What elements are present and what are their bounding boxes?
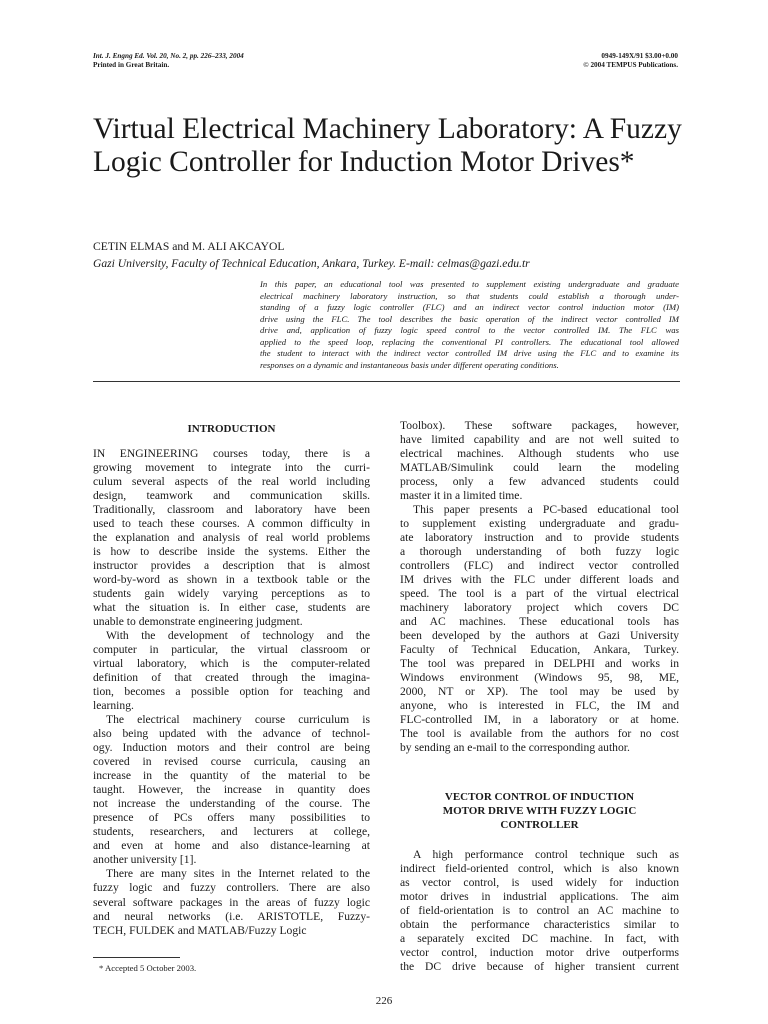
text-line: several software packages in the areas of fuzzy logic — [93, 895, 370, 909]
vector-control-heading-line: CONTROLLER — [500, 819, 579, 831]
copyright-line: © 2004 TEMPUS Publications. — [583, 61, 678, 70]
text-line: also being updated with the advance of technol- — [93, 727, 370, 741]
text-line: master it in a limited time. — [400, 489, 523, 503]
text-line: The tool is available from the authors for no cost — [400, 727, 679, 741]
abstract-line: electrical machinery laboratory instruction, so that students could establish a thorough under- — [260, 290, 679, 301]
text-line: 2000, NT or XP). The tool may be used by — [400, 685, 679, 699]
text-line: FLC-controlled IM, in a laboratory or at home. — [400, 713, 679, 727]
text-line: With the development of technology and the — [106, 629, 370, 643]
journal-ref-line-1: Int. J. Engng Ed. Vol. 20, No. 2, pp. 226–233, 2004 — [93, 52, 244, 60]
text-line: controllers (FLC) and indirect vector controlled — [400, 559, 679, 573]
text-line: This paper presents a PC-based educational tool — [413, 503, 679, 517]
paper-title: Virtual Electrical Machinery Laboratory: A Fuzzy Logic Controller for Induction Motor Drives* — [93, 113, 682, 178]
text-line: Traditionally, classroom and laboratory have been — [93, 503, 370, 517]
journal-copyright — [583, 52, 678, 70]
text-line: Toolbox). These software packages, however, — [400, 419, 679, 432]
footnote-divider — [93, 957, 180, 958]
text-line: taught. However, the increase in quantity does — [93, 783, 370, 797]
abstract-line: In this paper, an educational tool was presented to supplement existing undergraduate and graduate — [260, 279, 679, 289]
text-line: The tool was prepared in DELPHI and works in — [400, 657, 679, 671]
text-line: instructor provides a description that is almost — [93, 559, 370, 573]
text-line: students gain widely varying perceptions as to — [93, 587, 370, 601]
abstract-line: responses on a dynamic and instantaneous basis under different operating conditions. — [260, 359, 559, 370]
text-line: increase in the quantity of the material to be — [93, 769, 370, 783]
left-column-text — [93, 447, 370, 938]
text-line: growing movement to integrate into the curri- — [93, 461, 370, 475]
text-line: motor drives in industrial applications. The aim — [400, 890, 679, 904]
author-names: CETIN ELMAS and M. ALI AKCAYOL — [93, 240, 285, 253]
text-line: process, only a few advanced students could — [400, 475, 679, 489]
text-line: is how to describe inside the systems. Either the — [93, 545, 370, 559]
text-line: There are many sites in the Internet related to the — [106, 867, 370, 881]
author-affiliation: Gazi University, Faculty of Technical Education, Ankara, Turkey. E-mail: celmas@gazi.edu.tr — [93, 257, 530, 270]
abstract-divider — [93, 381, 680, 382]
text-line: by sending an e-mail to the corresponding author. — [400, 741, 630, 755]
page-number: 226 — [375, 995, 393, 1007]
text-line: presence of PCs offers many possibilities to — [93, 811, 370, 825]
text-line: learning. — [93, 699, 134, 713]
text-line: electrical machines. Although students who use — [400, 447, 679, 461]
text-line: Faculty of Technical Education, Ankara, Turkey. — [400, 643, 679, 657]
text-line: as vector control, is used widely for induction — [400, 876, 679, 890]
text-line: ogy. Induction motors and their control are being — [93, 741, 370, 755]
text-line: definition of that created through the imagina- — [93, 671, 370, 685]
text-line: used to teach these courses. A common difficulty in — [93, 517, 370, 531]
text-line: virtual laboratory, which is the computer-related — [93, 657, 370, 671]
text-line: of field-orientation is to control an AC machine to — [400, 904, 679, 918]
text-line: anyone, who is interested in FLC, the IM and — [400, 699, 679, 713]
text-line: a separately excited DC machine. In fact, with — [400, 932, 679, 946]
text-line: vector control, induction motor drive outperforms — [400, 946, 679, 960]
text-line: have limited capability and are not well suited to — [400, 433, 679, 447]
abstract-line: the student to interact with the indirect vector controlled IM drive using the FLC and to examine its — [260, 348, 679, 358]
text-line: what the situation is. In either case, students are — [93, 601, 370, 615]
text-line: the DC drive because of higher transient current — [400, 960, 679, 974]
vector-control-heading-line: MOTOR DRIVE WITH FUZZY LOGIC — [442, 805, 637, 817]
vector-control-heading-line: VECTOR CONTROL OF INDUCTION — [444, 791, 635, 803]
text-line: and AC machines. These educational tools has — [400, 615, 679, 629]
text-line: tion, becomes a possible option for teaching and — [93, 685, 370, 699]
text-line: unable to demonstrate engineering judgment. — [93, 615, 303, 629]
text-line: IM drives with the FLC under different loads and — [400, 573, 679, 587]
text-line: been developed by the authors at Gazi University — [400, 629, 679, 643]
text-line: not increase the understanding of the course. The — [93, 797, 370, 811]
right-column-text-bottom — [400, 848, 679, 974]
text-line: word-by-word as shown in a textbook table or the — [93, 573, 370, 587]
text-line: and even at home and also distance-learning at — [93, 839, 370, 853]
text-line: MATLAB/Simulink could learn the modeling — [400, 461, 679, 475]
text-line: machinery laboratory project which covers DC — [400, 601, 679, 615]
text-line: students, researchers, and lecturers at college, — [93, 825, 370, 839]
abstract-line: applied to the speed loop, replacing the conventional PI controllers. The educational tool allowed — [260, 336, 679, 347]
text-line: Windows environment (Windows 95, 98, ME, — [400, 671, 679, 685]
journal-ref-line-2: Printed in Great Britain. — [93, 61, 170, 70]
text-line: TECH, FULDEK and MATLAB/Fuzzy Logic — [93, 923, 307, 937]
right-column-text-top — [400, 419, 679, 755]
text-line: covered in revised course curricula, causing an — [93, 755, 370, 769]
text-line: and neural networks (i.e. ARISTOTLE, Fuzzy- — [93, 909, 370, 923]
abstract — [260, 279, 679, 371]
text-line: IN ENGINEERING courses today, there is a — [93, 447, 370, 460]
footnote: * Accepted 5 October 2003. — [99, 963, 197, 973]
text-line: The electrical machinery course curriculum is — [106, 713, 370, 727]
text-line: computer in particular, the virtual classroom or — [93, 643, 370, 657]
text-line: obtain the performance characteristics similar to — [400, 918, 679, 932]
text-line: design, teamwork and communication skills. — [93, 489, 370, 503]
abstract-line: drive using the FLC. The tool describes the basic operation of the indirect vector controlled IM — [260, 313, 679, 324]
journal-reference — [93, 52, 244, 70]
abstract-line: standing of a fuzzy logic controller (FLC) and an indirect vector control induction motor (IM) — [260, 302, 679, 312]
introduction-heading: INTRODUCTION — [187, 423, 276, 435]
text-line: another university [1]. — [93, 853, 197, 867]
text-line: A high performance control technique such as — [413, 848, 679, 861]
text-line: indirect field-oriented control, which is also known — [400, 862, 679, 876]
vector-control-heading — [400, 790, 679, 832]
text-line: ate laboratory instruction and to provide students — [400, 531, 679, 545]
issn-line: 0949-149X/91 $3.00+0.00 — [601, 52, 678, 60]
abstract-line: drive and, application of fuzzy logic speed control to the vector controlled IM. The FLC was — [260, 325, 679, 335]
text-line: to supplement existing undergraduate and gradu- — [400, 517, 679, 531]
text-line: fuzzy logic and fuzzy controllers. There are also — [93, 881, 370, 895]
text-line: a thorough understanding of both fuzzy logic — [400, 545, 679, 559]
text-line: speed. The tool is a part of the virtual electrical — [400, 587, 679, 601]
text-line: the explanation and analysis of real world problems — [93, 531, 370, 545]
text-line: culum several aspects of the real world including — [93, 475, 370, 489]
